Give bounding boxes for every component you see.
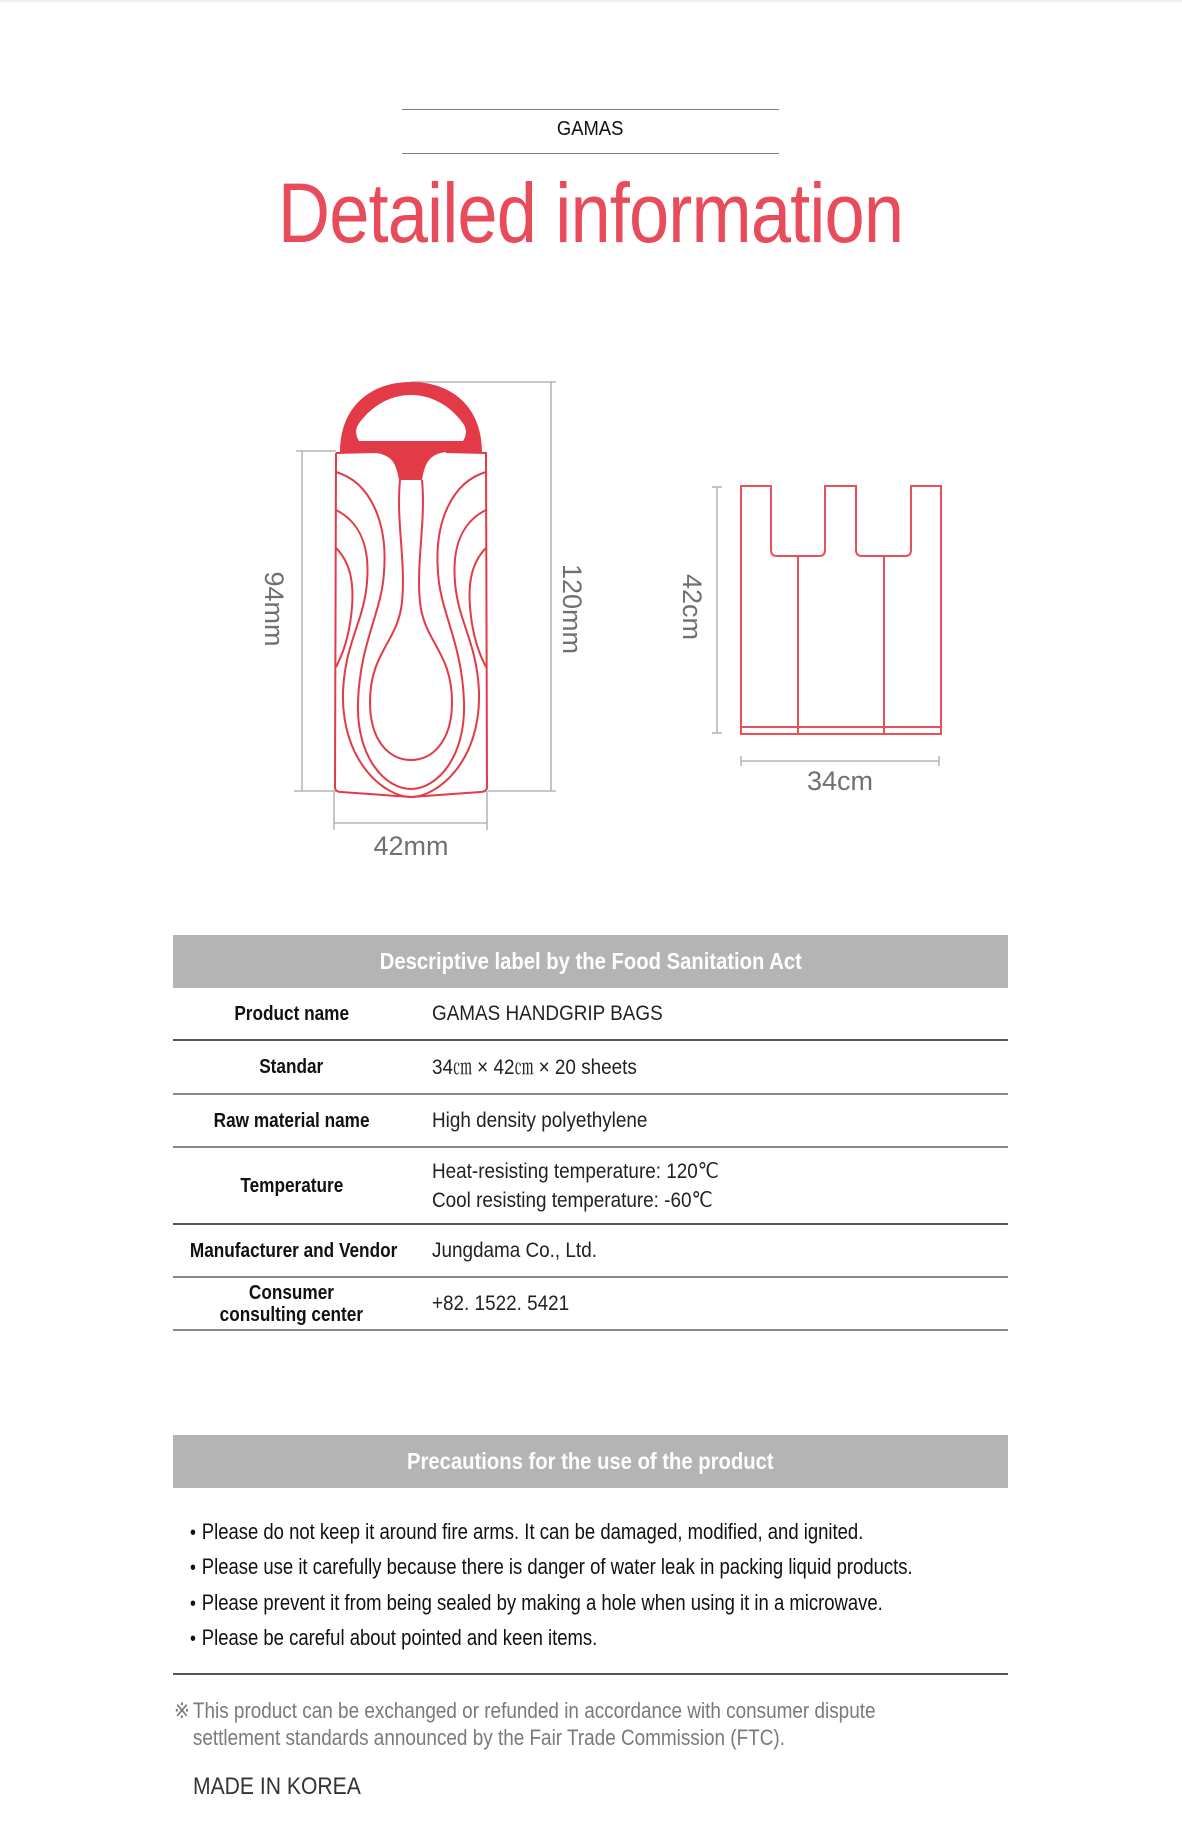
list-item: • Please use it carefully because there is danger of water leak in packing liquid products.: [190, 1550, 990, 1585]
list-item: • Please be careful about pointed and keen items.: [190, 1621, 990, 1656]
dispenser-curve-outer: [336, 510, 486, 797]
refund-notice: ※ This product can be exchanged or refunded in accordance with consumer dispute settlement standards announced by the Fair Trade Commission (FTC).: [174, 1698, 876, 1750]
spec-table: [173, 988, 1008, 1331]
row-label: Manufacturer and Vendor: [189, 1239, 398, 1262]
bullet-icon: •: [190, 1522, 196, 1544]
table-row-product-name: [173, 988, 1008, 1041]
bag-outline: [741, 486, 941, 734]
dim-label-94mm: 94mm: [259, 571, 289, 647]
row-label: Temperature: [240, 1174, 343, 1197]
precautions-title: Precautions for the use of the product: [407, 1448, 774, 1474]
bag-illustration: [741, 486, 941, 734]
dim-label-120mm: 120mm: [557, 563, 587, 655]
row-value: High density polyethylene: [432, 1109, 648, 1132]
row-label: Consumer consulting center: [219, 1281, 364, 1326]
precautions-header: [173, 1435, 1008, 1488]
row-value: +82. 1522. 5421: [432, 1292, 570, 1315]
row-label: Product name: [234, 1002, 349, 1025]
spec-table-title: Descriptive label by the Food Sanitation Act: [379, 948, 802, 974]
dispenser-neck-lines: [370, 480, 452, 760]
dispenser-neck: [376, 452, 446, 480]
table-row-standard: [173, 1041, 1008, 1095]
dispenser-curve-mid: [336, 472, 486, 789]
footer-divider: [173, 1673, 1008, 1675]
country-of-origin: MADE IN KOREA: [193, 1773, 361, 1800]
table-row-raw-material: [173, 1095, 1008, 1148]
dispenser-handle: [340, 382, 482, 452]
list-item: • Please do not keep it around fire arms. It can be damaged, modified, and ignited.: [190, 1515, 990, 1550]
row-label: Raw material name: [213, 1109, 370, 1132]
dim-label-42mm: 42mm: [373, 831, 449, 861]
table-row-temperature: [173, 1148, 1008, 1225]
page-title-text: Detailed information: [278, 166, 904, 260]
product-dimension-drawings: [0, 2, 1182, 902]
dispenser-illustration: [335, 382, 487, 797]
row-label: Standar: [259, 1056, 324, 1078]
table-row-consumer-center: [173, 1278, 1008, 1331]
bullet-icon: •: [190, 1557, 196, 1580]
bullet-icon: •: [190, 1592, 196, 1615]
reference-mark-icon: ※: [174, 1698, 190, 1723]
bullet-icon: •: [190, 1627, 196, 1650]
row-value: Heat-resisting temperature: 120℃ Cool resisting temperature: -60℃: [432, 1159, 720, 1212]
row-value: Jungdama Co., Ltd.: [432, 1239, 597, 1262]
spec-table-header: [173, 935, 1008, 988]
dim-label-42cm: 42cm: [677, 573, 707, 641]
table-row-manufacturer: [173, 1225, 1008, 1278]
row-value: GAMAS HANDGRIP BAGS: [432, 1002, 663, 1025]
brand-text: GAMAS: [557, 118, 624, 140]
precautions-list: [190, 1515, 990, 1656]
list-item: • Please prevent it from being sealed by making a hole when using it in a microwave.: [190, 1586, 990, 1621]
dim-label-34cm: 34cm: [806, 766, 874, 796]
row-value: 34㎝ × 42㎝ × 20 sheets: [432, 1055, 637, 1079]
